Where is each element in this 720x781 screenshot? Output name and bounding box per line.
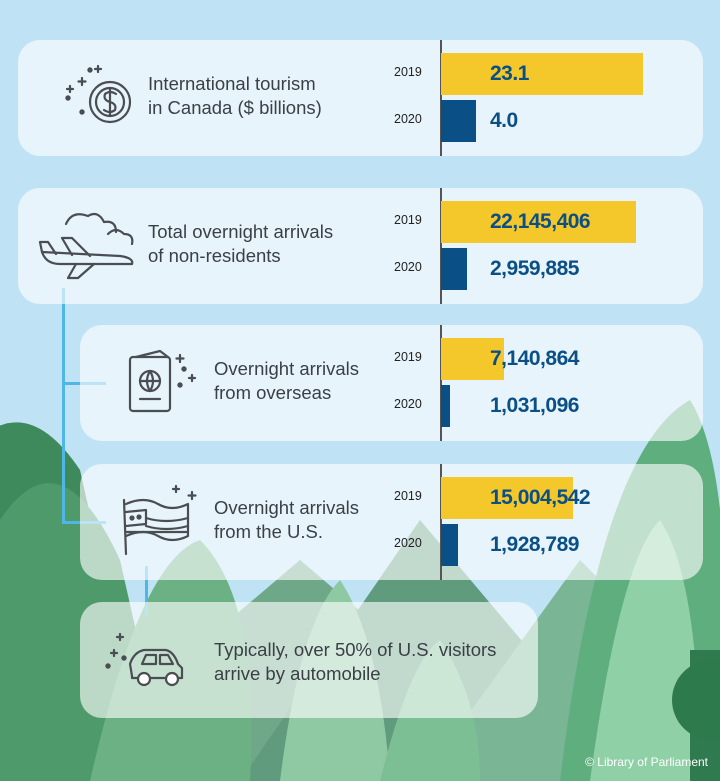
value-label-2020: 2,959,885: [490, 257, 579, 280]
bar-2020: [441, 248, 467, 290]
value-label-2019: 7,140,864: [490, 347, 579, 370]
note-label: Typically, over 50% of U.S. visitors arrive by automobile: [214, 639, 497, 684]
year-label: 2020: [394, 536, 422, 550]
year-label: 2019: [394, 65, 422, 79]
year-label: 2020: [394, 397, 422, 411]
year-label: 2020: [394, 260, 422, 274]
year-label: 2019: [394, 489, 422, 503]
bar-2020: [441, 385, 450, 427]
value-label-2019: 22,145,406: [490, 210, 591, 233]
dollar-coin-icon: [32, 58, 142, 138]
credit: © Library of Parliament: [585, 755, 708, 769]
category-label: International tourism in Canada ($ billions): [148, 73, 322, 118]
us-flag-icon: [96, 482, 206, 562]
category-card: [80, 325, 703, 441]
airplane-clouds-icon: [32, 206, 142, 286]
bar-2020: [441, 100, 476, 142]
passport-icon: [96, 343, 206, 423]
year-label: 2019: [394, 213, 422, 227]
bar-2019: [441, 53, 643, 95]
bar-2020: [441, 524, 458, 566]
value-label-2019: 15,004,542: [490, 486, 591, 509]
category-card: [18, 40, 703, 156]
category-card: [80, 464, 703, 580]
connector-vertical: [62, 288, 65, 524]
category-label: Overnight arrivals from the U.S.: [214, 497, 359, 542]
value-label-2019: 23.1: [490, 62, 529, 85]
value-label-2020: 1,031,096: [490, 394, 579, 417]
note-card: [80, 602, 538, 718]
value-label-2020: 1,928,789: [490, 533, 579, 556]
category-label: Total overnight arrivals of non-residents: [148, 221, 334, 266]
year-label: 2019: [394, 350, 422, 364]
year-label: 2020: [394, 112, 422, 126]
value-label-2020: 4.0: [490, 109, 518, 132]
car-icon: [94, 624, 194, 694]
category-label: Overnight arrivals from overseas: [214, 358, 359, 403]
category-card: [18, 188, 703, 304]
